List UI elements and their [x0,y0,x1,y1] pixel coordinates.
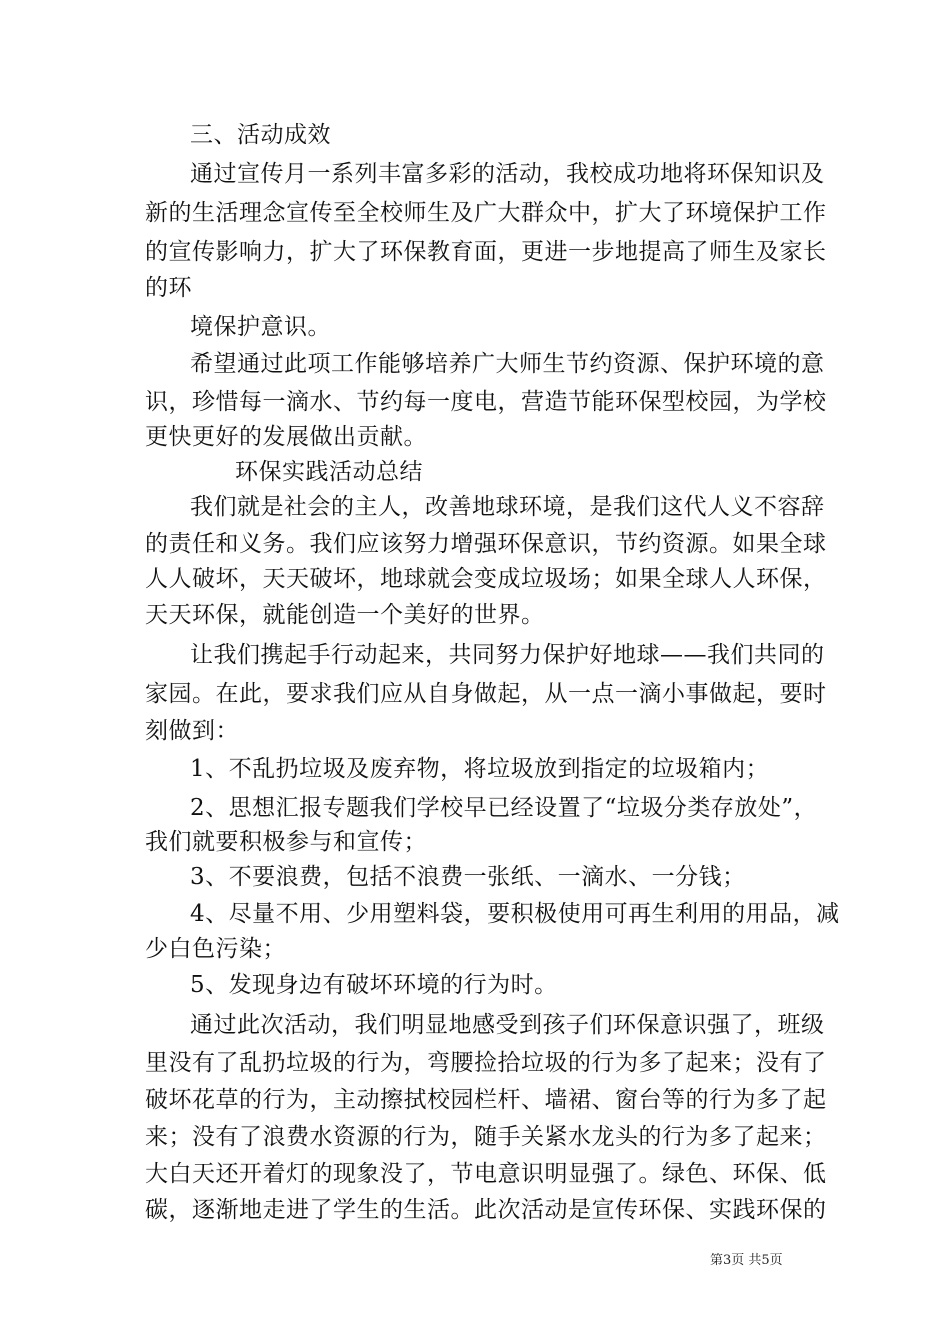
paragraph-line: 天天环保，就能创造一个美好的世界。 [145,602,545,628]
paragraph-line: 新的生活理念宣传至全校师生及广大群众中，扩大了环境保护工作 [145,200,827,226]
paragraph-line: 破坏花草的行为，主动擦拭校园栏杆、墙裙、窗台等的行为多了起 [145,1087,827,1113]
paragraph-line: 让我们携起手行动起来，共同努力保护好地球——我们共同的 [190,642,825,668]
paragraph-line: 刻做到： [145,718,239,744]
paragraph-line: 家园。在此，要求我们应从自身做起，从一点一滴小事做起，要时 [145,681,827,707]
paragraph-line: 碳，逐渐地走进了学生的生活。此次活动是宣传环保、实践环保的 [145,1197,827,1223]
paragraph-line: 里没有了乱扔垃圾的行为，弯腰捡拾垃圾的行为多了起来；没有了 [145,1050,827,1076]
paragraph-line: 境保护意识。 [190,314,331,340]
list-item: 1、不乱扔垃圾及废弃物，将垃圾放到指定的垃圾箱内； [190,756,770,782]
paragraph-line: 我们就是社会的主人，改善地球环境，是我们这代人义不容辞 [190,494,825,520]
paragraph-line: 通过宣传月一系列丰富多彩的活动，我校成功地将环保知识及 [190,161,825,187]
paragraph-line: 的环 [145,275,192,301]
document-title: 环保实践活动总结 [235,459,423,485]
paragraph-line: 的责任和义务。我们应该努力增强环保意识，节约资源。如果全球 [145,531,827,557]
section-heading: 三、活动成效 [190,122,331,148]
paragraph-line: 来；没有了浪费水资源的行为，随手关紧水龙头的行为多了起来； [145,1124,827,1150]
paragraph-line: 的宣传影响力，扩大了环保教育面，更进一步地提高了师生及家长 [145,239,827,265]
list-item-continuation: 少白色污染； [145,936,286,962]
list-item-continuation: 我们就要积极参与和宣传； [145,829,427,855]
list-item: 3、不要浪费，包括不浪费一张纸、一滴水、一分钱； [190,864,746,890]
paragraph-line: 识，珍惜每一滴水、节约每一度电，营造节能环保型校园，为学校 [145,389,827,415]
paragraph-line: 希望通过此项工作能够培养广大师生节约资源、保护环境的意 [190,351,825,377]
paragraph-line: 更快更好的发展做出贡献。 [145,424,427,450]
list-item: 4、尽量不用、少用塑料袋，要积极使用可再生利用的用品，减 [190,901,840,927]
paragraph-line: 人人破坏，天天破坏，地球就会变成垃圾场；如果全球人人环保， [145,566,827,592]
list-item: 5、发现身边有破坏环境的行为时。 [190,972,558,998]
paragraph-line: 大白天还开着灯的现象没了，节电意识明显强了。绿色、环保、低 [145,1161,827,1187]
list-item: 2、思想汇报专题我们学校早已经设置了“垃圾分类存放处”， [190,795,818,821]
paragraph-line: 通过此次活动，我们明显地感受到孩子们环保意识强了，班级 [190,1012,825,1038]
page-number: 第3页 共5页 [710,1253,783,1268]
